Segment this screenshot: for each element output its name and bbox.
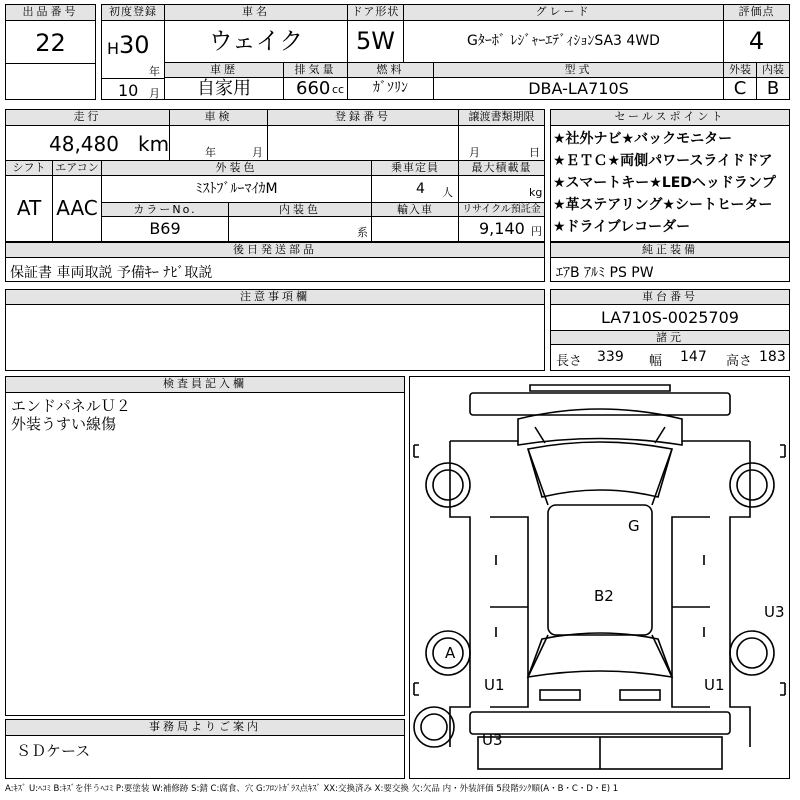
later-parts-box [5,242,545,282]
mileage-value: 48,480 [49,132,119,156]
capacity-label: 乗車定員 [372,160,459,176]
office-label: 事務局よりご案内 [6,720,404,736]
later-parts-label: 後日発送部品 [6,243,544,258]
reg-no-label: 登録番号 [268,110,459,126]
dims-length-label: 長さ [556,354,583,369]
score-label: 評価点 [724,5,789,21]
car-name-value: ウェイク [165,21,348,62]
transfer-label: 譲渡書類期限 [459,110,544,126]
grade-value: Gﾀｰﾎﾞ ﾚｼﾞｬｰｴﾃﾞｨｼｮﾝSA3 4WD [404,21,724,62]
inspection-year-unit: 年 [205,146,216,159]
import-label: 輸入車 [372,202,459,217]
first-reg-year-unit: 年 [149,65,160,78]
transfer-day-unit: 日 [529,146,540,159]
displacement-label: 排気量 [284,62,348,78]
rear-light-left [540,690,580,700]
divider [102,78,164,79]
dims-width: 147 [680,349,707,365]
dims-height: 183 [759,349,786,365]
legend: A:ｷｽﾞ U:ﾍｺﾐ B:ｷｽﾞを伴うﾍｺﾐ P:要塗装 W:補修跡 S:錆 C:腐食、穴 G:ﾌﾛﾝﾄｶﾞﾗｽ点ｷｽﾞ XX:交換済み X:要交換 欠:欠品 内・外装評価 5段階ﾗﾝｸ順(A・B・C・D・E) 1 [5,784,619,794]
int-color-unit: 系 [357,226,368,239]
import-value [372,217,459,241]
spec-box [5,109,545,242]
door-value: 5W [348,21,404,62]
grade-label: グレード [404,5,724,21]
displacement-value: 660 [296,78,331,99]
selling-points-label: セールスポイント [551,110,789,126]
inspection-month-unit: 月 [252,146,263,159]
damage-mark-b2: B2 [594,587,614,605]
history-label: 車歴 [165,62,284,78]
max-load-cell [459,176,544,202]
fuel-value: ｶﾞｿﾘﾝ [348,78,434,99]
damage-mark-u1-right: U1 [704,676,725,694]
mileage-cell [6,126,170,160]
capacity-value: 4 [416,181,425,197]
inspector-box [5,376,405,716]
recycle-value: 9,140 [479,219,525,238]
model-value: DBA-LA710S [434,78,724,99]
selling-point: ★ＥＴＣ★両側パワースライドドア [553,153,773,169]
rear-bumper [470,712,730,734]
office-box [5,719,405,779]
selling-point: ★スマートキー★LEDヘッドランプ [553,175,776,191]
lot-number-value: 22 [35,29,66,57]
first-reg-era: H [107,39,120,58]
damage-mark-u1-left: U1 [484,676,505,694]
notes-label: 注意事項欄 [6,290,544,305]
notes-box [5,289,545,371]
first-reg-label: 初度登録 [102,5,165,21]
dims-height-label: 高さ [726,354,753,369]
shift-value: AT [6,176,53,241]
transfer-month-unit: 月 [469,146,480,159]
inspector-label: 検査員記入欄 [6,377,404,393]
front-bumper [470,393,730,415]
mileage-label: 走行 [6,110,170,126]
windshield [528,442,672,497]
lot-number-label: 出品番号 [6,5,95,21]
inspector-notes [11,397,131,433]
inspection-label: 車検 [170,110,268,126]
selling-points-list [553,128,776,238]
selling-point: ★社外ナビ★バックモニター [553,131,733,147]
chassis-label: 車台番号 [551,290,789,305]
history-value: 自家用 [165,78,284,99]
rear-window [528,633,672,677]
damage-mark-a: A [445,644,456,662]
ext-color-label: 外装色 [102,160,372,176]
dims-label: 諸元 [551,330,789,345]
ext-score-value: C [724,78,757,99]
shift-label: シフト [6,160,53,176]
later-parts-value: 保証書 車両取説 予備ｷｰ ﾅﾋﾞ取説 [10,265,213,281]
recycle-label: リサイクル預託金 [459,202,544,217]
color-no-label: カラーNo. [102,202,229,217]
car-name-label: 車名 [165,5,348,21]
dims-length: 339 [597,349,624,365]
int-color-cell [229,217,372,241]
dims-row [551,346,789,370]
capacity-cell [372,176,459,202]
spare-wheel [414,707,454,747]
car-diagram-svg [410,377,789,778]
model-label: 型式 [434,62,724,78]
displacement-cell [284,78,348,99]
transfer-cell [459,126,544,160]
fuel-label: 燃料 [348,62,434,78]
inspector-note: 外装うすい線傷 [11,415,117,433]
selling-points-box [550,109,790,242]
divider [6,63,95,64]
max-load-label: 最大積載量 [459,160,544,176]
first-reg-month: 10 [118,81,139,100]
aircon-value: AAC [53,176,102,241]
max-load-unit: kg [529,186,543,199]
first-reg-cell [102,21,165,99]
inspection-cell [170,126,268,160]
vehicle-main-box [101,4,790,100]
office-value: ＳＤケース [16,742,91,760]
lot-number-box [5,4,96,100]
front-bumper-top [530,385,670,391]
door-label: ドア形状 [348,5,404,21]
std-equip-value: ｴｱB ｱﾙﾐ PS PW [556,265,654,281]
rear-light-right [620,690,660,700]
first-reg-month-unit: 月 [149,87,160,100]
displacement-unit: cc [332,83,345,96]
chassis-value: LA710S-0025709 [601,308,739,327]
reg-no-value [268,126,459,160]
int-score-label: 内装 [757,62,789,78]
capacity-unit: 人 [442,186,453,199]
car-diagram [409,376,790,779]
selling-point: ★革ステアリング★シートヒーター [553,197,773,213]
chassis-box [550,289,790,371]
aircon-label: エアコン [53,160,102,176]
dims-width-label: 幅 [649,354,663,369]
score-value: 4 [748,27,765,55]
int-score-value: B [766,78,780,99]
std-equip-box [550,242,790,282]
std-equip-label: 純正装備 [551,243,789,258]
int-color-label: 内装色 [229,202,372,217]
mileage-unit: km [138,132,170,156]
first-reg-year: 30 [119,31,150,59]
color-no-value: B69 [102,217,229,241]
recycle-cell [459,217,544,241]
damage-mark-g: G [628,517,640,535]
recycle-unit: 円 [531,225,542,238]
damage-mark-u3-right: U3 [764,603,785,621]
selling-point: ★ドライブレコーダー [553,219,691,235]
ext-score-label: 外装 [724,62,757,78]
damage-mark-u3-bottom: U3 [482,731,503,749]
ext-color-value: ﾐｽﾄﾌﾞﾙｰﾏｲｶM [102,176,372,202]
inspector-note: エンドパネルＵ２ [11,397,131,415]
